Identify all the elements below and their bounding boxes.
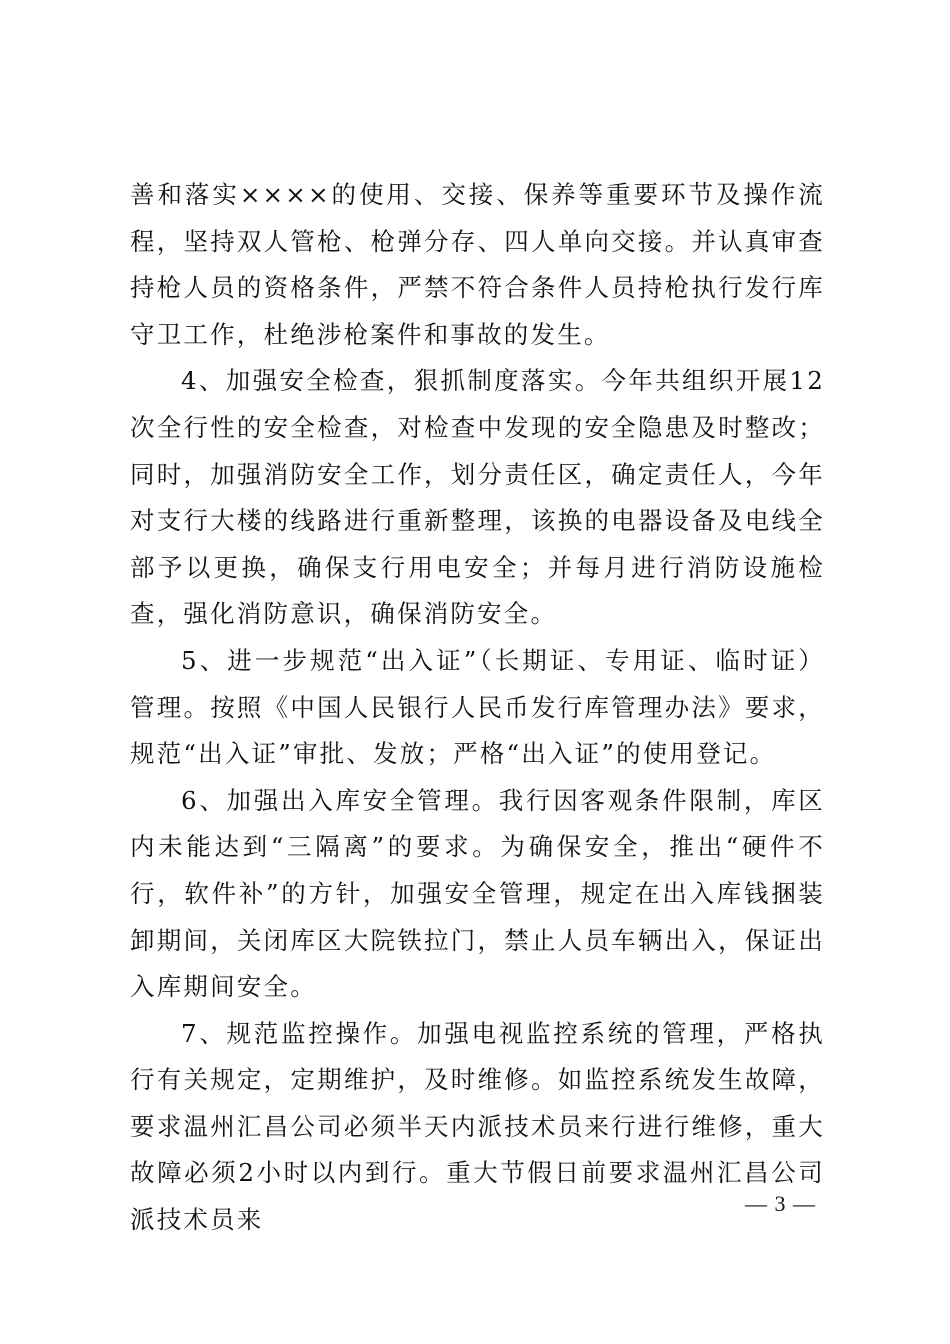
page-number: — 3 —	[745, 1191, 816, 1216]
document-body	[130, 172, 825, 1244]
paragraph-item-4: 4、加强安全检查，狠抓制度落实。今年共组织开展12次全行性的安全检查，对检查中发现的安全隐患及时整改；同时，加强消防安全工作，划分责任区，确定责任人，今年对支行大楼的线路进行重新整理，该换的电器设备及电线全部予以更换，确保支行用电安全；并每月进行消防设施检查，强化消防意识，确保消防安全。	[130, 366, 825, 629]
paragraph-item-6: 6、加强出入库安全管理。我行因客观条件限制，库区内未能达到“三隔离”的要求。为确保安全，推出“硬件不行，软件补”的方针，加强安全管理，规定在出入库钱捆装卸期间，关闭库区大院铁拉门，禁止人员车辆出入，保证出入库期间安全。	[130, 785, 825, 1002]
paragraph-item-7: 7、规范监控操作。加强电视监控系统的管理，严格执行有关规定，定期维护，及时维修。如监控系统发生故障，要求温州汇昌公司必须半天内派技术员来行进行维修，重大故障必须2小时以内到行。重大节假日前要求温州汇昌公司派技术员来	[130, 1018, 825, 1235]
paragraph-continuation: 善和落实××××的使用、交接、保养等重要环节及操作流程，坚持双人管枪、枪弹分存、四人单向交接。并认真审查持枪人员的资格条件，严禁不符合条件人员持枪执行发行库守卫工作，杜绝涉枪案件和事故的发生。	[130, 180, 825, 349]
paragraph-item-5: 5、进一步规范“出入证”（长期证、专用证、临时证）管理。按照《中国人民银行人民币发行库管理办法》要求，规范“出入证”审批、发放；严格“出入证”的使用登记。	[130, 645, 825, 769]
